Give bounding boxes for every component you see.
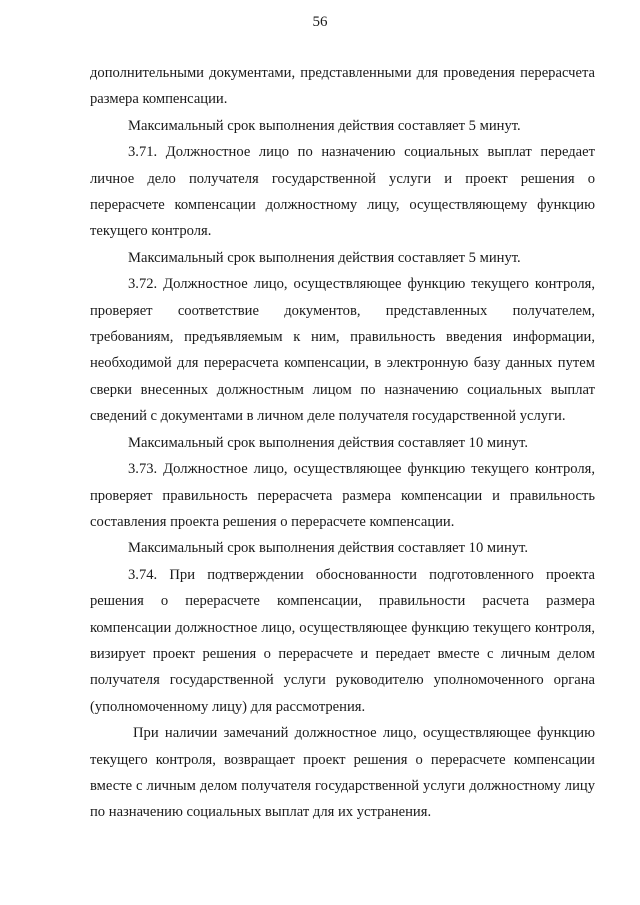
paragraph-time-limit-2: Максимальный срок выполнения действия составляет 5 минут. <box>128 249 521 266</box>
paragraph-time-limit-3: Максимальный срок выполнения действия составляет 10 минут. <box>128 434 528 451</box>
page-number: 56 <box>312 14 328 30</box>
paragraph-3-72: 3.72. Должностное лицо, осуществляющее функцию текущего контроля, проверяет соответствие документов, представленных получателем, требованиям, предъявляемым к ним, правильность введения информации, необходимой для перерасчета компенсации, в электронную базу данных путем сверки внесенных должностным лицом по назначению социальных выплат сведений с документами в личном деле получателя государственной услуги. <box>90 276 595 425</box>
document-body <box>90 60 595 826</box>
paragraph-continuation: дополнительными документами, представленными для проведения перерасчета размера компенсации. <box>90 65 595 108</box>
paragraph-remarks: При наличии замечаний должностное лицо, осуществляющее функцию текущего контроля, возвращает проект решения о перерасчете компенсации вместе с личным делом получателя государственной услуги должностному лицу по назначению социальных выплат для их устранения. <box>90 725 595 821</box>
paragraph-3-73: 3.73. Должностное лицо, осуществляющее функцию текущего контроля, проверяет правильность перерасчета размера компенсации и правильность составления проекта решения о перерасчете компенсации. <box>90 461 595 530</box>
paragraph-time-limit-1: Максимальный срок выполнения действия составляет 5 минут. <box>128 117 521 134</box>
paragraph-3-74: 3.74. При подтверждении обоснованности подготовленного проекта решения о перерасчете компенсации, правильности расчета размера компенсации должностное лицо, осуществляющее функцию текущего контроля, визирует проект решения о перерасчете и передает вместе с личным делом получателя государственной услуги руководителю уполномоченного органа (уполномоченному лицу) для рассмотрения. <box>90 566 595 715</box>
paragraph-3-71: 3.71. Должностное лицо по назначению социальных выплат передает личное дело получателя государственной услуги и проект решения о перерасчете компенсации должностному лицу, осуществляющему функцию текущего контроля. <box>90 144 595 240</box>
paragraph-time-limit-4: Максимальный срок выполнения действия составляет 10 минут. <box>128 540 528 557</box>
